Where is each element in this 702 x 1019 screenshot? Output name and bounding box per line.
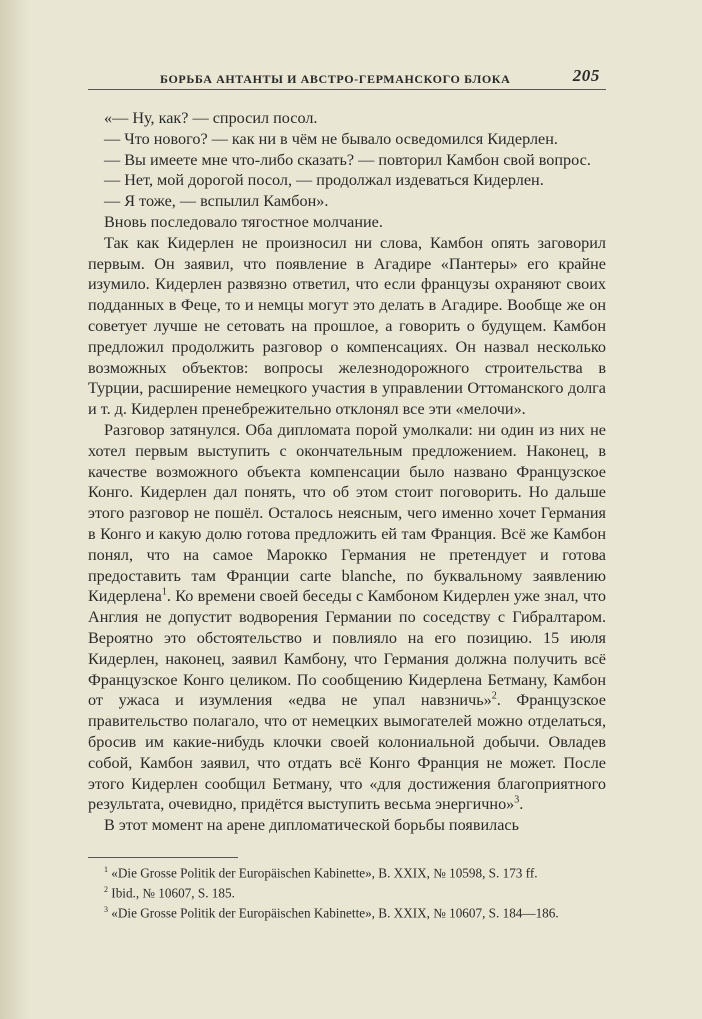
- main-text: [88, 108, 606, 836]
- footnote-mark: 3: [104, 904, 108, 914]
- paragraph: — Нет, мой дорогой посол, — продолжал издеваться Кидерлен.: [104, 171, 544, 190]
- footnote-ref: 3: [514, 794, 520, 806]
- footnote: [88, 882, 606, 902]
- paragraph-text: .: [519, 795, 524, 814]
- paragraph-text: . Ко времени своей беседы с Камбоном Кидерлен уже знал, что Англия не допустит водворения Германии по соседству с Гибралтаром. Вероятно это обстоятельство и повлияло на его позицию. 15 июля Кидерлен, наконец, заявил Камбону, что Германия должна получить всё Французское Конго целиком. По сообщению Кидерлена Бетману, Камбон от ужаса и изумления «едва не упал навзничь»: [88, 587, 606, 710]
- footnotes: [88, 862, 606, 922]
- paragraph: «— Ну, как? — спросил посол.: [104, 109, 318, 127]
- footnote-rule: [88, 857, 238, 858]
- footnote-text: Ibid., № 10607, S. 185.: [111, 885, 235, 901]
- paragraph-text: . Французское правительство полагало, что от немецких вымогателей можно отделаться, бросив им какие-нибудь клочки своей колониальной добычи. Овладев собой, Камбон заявил, что отдать всё Конго Франция не может. После этого Кидерлен сообщил Бетману, что «для достижения благоприятного результата, очевидно, придётся выступить весьма энергично»: [88, 691, 606, 814]
- page-number: 205: [572, 66, 600, 85]
- paragraph: В этот момент на арене дипломатической борьбы появилась: [104, 816, 519, 835]
- paragraph-text: Разговор затянулся. Оба дипломата порой умолкали: ни один из них не хотел первым выступить с окончательным предложением. Наконец, в качестве возможного объекта компенсации было названо Французское Конго. Кидерлен дал понять, что об этом стоит поговорить. Но дальше этого разговор не пошёл. Осталось неясным, чего именно хочет Германия в Конго и какую долю готова предложить ей там Франция. Всё же Камбон понял, что на самое Марокко Германия не претендует и готова предоставить там Франции carte blanche, по буквальному заявлению Кидерлена: [88, 420, 606, 606]
- footnote-text: «Die Grosse Politik der Europäischen Kabinette», B. XXIX, № 10607, S. 184—186.: [111, 905, 559, 921]
- footnote-text: «Die Grosse Politik der Europäischen Kabinette», B. XXIX, № 10598, S. 173 ff.: [111, 865, 538, 881]
- footnote: [88, 902, 606, 922]
- paragraph: — Что нового? — как ни в чём не бывало осведомился Кидерлен.: [104, 129, 558, 148]
- paragraph: [88, 420, 606, 815]
- footnote: [88, 862, 606, 882]
- running-title: БОРЬБА АНТАНТЫ И АВСТРО-ГЕРМАНСКОГО БЛОКА: [160, 72, 511, 86]
- paragraph: — Вы имеете мне что-либо сказать? — повторил Камбон свой вопрос.: [104, 150, 591, 169]
- paragraph: — Я тоже, — вспылил Камбон».: [104, 192, 329, 211]
- page-header: [160, 66, 600, 88]
- header-rule: [88, 89, 606, 90]
- paragraph: Вновь последовало тягостное молчание.: [104, 212, 383, 231]
- footnote-mark: 2: [104, 884, 108, 894]
- footnote-ref: 2: [491, 690, 497, 702]
- footnote-mark: 1: [104, 865, 108, 874]
- paragraph: Так как Кидерлен не произносил ни слова, Камбон опять заговорил первым. Он заявил, что появление в Агадире «Пантеры» его крайне изумило. Кидерлен развязно ответил, что если французы охраняют своих подданных в Феце, то и немцы могут это делать в Агадире. Вообще же он советует лучше не сетовать на прошлое, а говорить о будущем. Камбон предложил продолжить разговор о компенсациях. Он назвал несколько возможных объектов: вопросы железнодорожного строительства в Турции, расширение немецкого участия в управлении Оттоманского долга и т. д. Кидерлен пренебрежительно отклонял все эти «мелочи».: [88, 233, 606, 419]
- footnote-ref: 1: [161, 586, 167, 598]
